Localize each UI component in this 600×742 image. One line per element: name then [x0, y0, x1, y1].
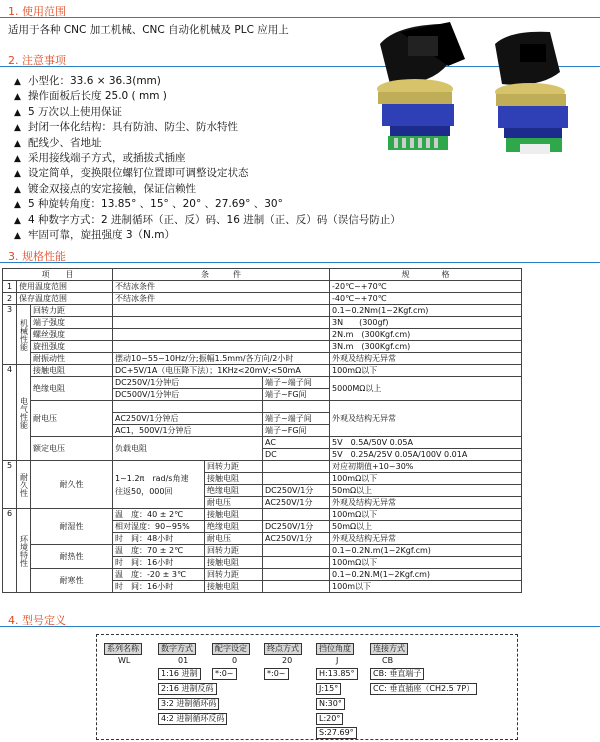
sub-condition	[263, 557, 330, 569]
row-no: 6	[3, 509, 17, 593]
row-condition-sub: 端子~FG间	[263, 389, 330, 401]
note-item	[14, 150, 186, 165]
header-spec: 规 格	[330, 269, 522, 281]
row-condition	[113, 329, 330, 341]
row-item: 端子强度	[31, 317, 113, 329]
sub-item: 耐电压	[205, 497, 263, 509]
conn-option: CC: 垂直插座（CH2.5 7P）	[370, 683, 477, 695]
table-row	[3, 281, 522, 293]
sub-condition: AC250V/1分	[263, 497, 330, 509]
table-row	[3, 305, 522, 317]
table-row	[3, 401, 522, 413]
row-condition: AC250V/1分钟后	[113, 413, 263, 425]
row-condition: 摆动10~55~10Hz/分;振幅1.5mm/各方向/2小时	[113, 353, 330, 365]
table-row	[3, 437, 522, 449]
digit-option: 1:16 进制	[158, 668, 201, 680]
row-item: 耐热性	[31, 545, 113, 569]
sub-condition: AC250V/1分	[263, 533, 330, 545]
product-photo	[370, 4, 600, 174]
row-condition: 温 度：70 ± 2℃	[113, 545, 205, 557]
note-item	[14, 88, 167, 103]
sub-condition: DC250V/1分	[263, 485, 330, 497]
row-spec: 50mΩ以上	[330, 485, 522, 497]
row-item: 耐湿性	[31, 509, 113, 545]
row-condition-sub	[263, 401, 330, 413]
row-spec: 5V 0.5A/50V 0.05A	[330, 437, 522, 449]
note-item	[14, 104, 122, 119]
sub-condition: DC250V/1分	[263, 521, 330, 533]
row-no: 2	[3, 293, 17, 305]
row-item: 接触电阻	[31, 365, 113, 377]
note-item	[14, 212, 401, 227]
triangle-bullet-icon: ▲	[14, 123, 21, 134]
note-text: 设定简单，变换限位螺钉位置即可调整设定状态	[28, 167, 249, 180]
row-condition-sub: 端子~端子间	[263, 413, 330, 425]
row-spec: 100mΩ以下	[330, 473, 522, 485]
sub-item: 接触电阻	[205, 581, 263, 593]
triangle-bullet-icon: ▲	[14, 77, 21, 87]
sub-condition	[263, 569, 330, 581]
sub-item: 耐电压	[205, 533, 263, 545]
model-val-digit: 01	[178, 656, 189, 665]
row-condition	[113, 401, 263, 413]
sub-condition	[263, 461, 330, 473]
note-item	[14, 119, 238, 134]
row-condition: AC1，500V/1分钟后	[113, 425, 263, 437]
row-spec: 0.1~0.2N.M(1~2Kgf.cm)	[330, 569, 522, 581]
sub-item: 回转力距	[205, 569, 263, 581]
section-heading-model: 4. 型号定义	[8, 614, 66, 627]
end-option: *:0~	[264, 668, 289, 680]
note-text: 5 种旋转角度：13.85° 、15° 、20° 、27.69° 、30°	[28, 198, 283, 211]
digit-option: 3:2 进制循环码	[158, 698, 219, 710]
row-condition: 时 间：16小时	[113, 557, 205, 569]
row-condition: 负载电阻	[113, 437, 263, 461]
triangle-bullet-icon: ▲	[14, 107, 21, 118]
row-condition: 相对湿度：90~95%	[113, 521, 205, 533]
note-text: 配线少、省地址	[28, 136, 102, 149]
triangle-bullet-icon: ▲	[14, 92, 21, 103]
table-row	[3, 509, 522, 521]
model-head-series: 系列名称	[104, 643, 142, 655]
table-row	[3, 329, 522, 341]
row-spec: -40℃~+70℃	[330, 293, 522, 305]
section-rule	[0, 626, 600, 627]
model-val-series: WL	[118, 656, 131, 665]
row-condition: 温 度：40 ± 2℃	[113, 509, 205, 521]
row-condition: 1~1.2π rad/s角速 往返50，000回	[113, 461, 205, 509]
row-condition: 温 度：-20 ± 3℃	[113, 569, 205, 581]
triangle-bullet-icon: ▲	[14, 215, 21, 226]
row-spec: 对应初期值+10~30%	[330, 461, 522, 473]
row-spec: 0.1~0.2Nm(1~2Kgf.cm)	[330, 305, 522, 317]
angle-option: J:15°	[316, 683, 341, 695]
category-label: 机械性能	[17, 305, 31, 365]
row-spec: 5V 0.25A/25V 0.05A/100V 0.01A	[330, 449, 522, 461]
row-condition: DC500V/1分钟后	[113, 389, 263, 401]
table-row	[3, 569, 522, 581]
row-condition-sub: DC	[263, 449, 330, 461]
note-text: 封闭一体化结构：具有防油、防尘、防水特性	[28, 121, 238, 134]
model-head-digit: 数字方式	[158, 643, 196, 655]
row-condition-sub: 端子~FG间	[263, 425, 330, 437]
row-item: 耐振动性	[31, 353, 113, 365]
row-spec: 100mΩ以下	[330, 557, 522, 569]
row-item: 额定电压	[31, 437, 113, 461]
angle-option: S:27.69°	[316, 727, 357, 739]
row-condition	[113, 317, 330, 329]
row-spec: 3N (300gf)	[330, 317, 522, 329]
table-row	[3, 293, 522, 305]
row-item: 绝缘电阻	[31, 377, 113, 401]
sub-item: 回转力距	[205, 545, 263, 557]
sub-item: 接触电阻	[205, 473, 263, 485]
angle-option: H:13.85°	[316, 668, 358, 680]
row-no: 4	[3, 365, 17, 461]
sub-item: 接触电阻	[205, 557, 263, 569]
category-label: 耐久性	[17, 461, 31, 509]
triangle-bullet-icon: ▲	[14, 154, 21, 164]
model-val-end: 20	[282, 656, 293, 665]
table-row	[3, 377, 522, 389]
note-item	[14, 227, 175, 242]
note-item	[14, 73, 161, 88]
row-no: 3	[3, 305, 17, 365]
triangle-bullet-icon: ▲	[14, 200, 21, 211]
note-text: 操作面板后长度 25.0 ( mm )	[28, 90, 167, 103]
row-condition: DC250V/1分钟后	[113, 377, 263, 389]
row-item: 螺丝强度	[31, 329, 113, 341]
note-item	[14, 181, 196, 196]
row-item: 回转力距	[31, 305, 113, 317]
preset-option: *:0~	[212, 668, 237, 680]
table-row	[3, 353, 522, 365]
row-spec: 100m以下	[330, 581, 522, 593]
row-no: 5	[3, 461, 17, 509]
model-head-preset: 配字设定	[212, 643, 250, 655]
note-text: 5 万次以上使用保证	[28, 105, 123, 118]
row-condition	[113, 305, 330, 317]
row-condition	[113, 341, 330, 353]
sub-condition	[263, 473, 330, 485]
spec-table	[2, 268, 522, 593]
sub-item: 绝缘电阻	[205, 485, 263, 497]
note-item	[14, 135, 102, 150]
digit-option: 2:16 进制反码	[158, 683, 217, 695]
note-text: 小型化：33.6 × 36.3(mm)	[28, 75, 161, 87]
table-row	[3, 461, 522, 473]
section-rule	[0, 262, 600, 263]
model-head-conn: 连接方式	[370, 643, 408, 655]
sub-condition	[263, 581, 330, 593]
category-label: 电气性能	[17, 365, 31, 461]
row-spec: 外观及结构无异常	[330, 353, 522, 365]
row-condition-sub: 端子~端子间	[263, 377, 330, 389]
table-header-row	[3, 269, 522, 281]
conn-option: CB: 垂直端子	[370, 668, 424, 680]
row-no: 1	[3, 281, 17, 293]
sub-condition	[263, 545, 330, 557]
rotary-switch-right-icon	[495, 32, 568, 154]
row-item: 旋扭强度	[31, 341, 113, 353]
triangle-bullet-icon: ▲	[14, 169, 21, 180]
table-row	[3, 317, 522, 329]
row-item: 使用温度范围	[17, 281, 113, 293]
sub-item: 绝缘电阻	[205, 521, 263, 533]
row-spec: 5000MΩ以上	[330, 377, 522, 401]
note-item	[14, 196, 283, 211]
note-text: 4 种数字方式：2 进制循环（正、反）码、16 进制（正、反）码（误信号防止）	[28, 213, 401, 226]
section-heading-notes: 2. 注意事项	[8, 54, 66, 67]
note-text: 采用接线端子方式，或插拔式插座	[28, 152, 186, 164]
row-spec: 0.1~0.2N.m(1~2Kgf.cm)	[330, 545, 522, 557]
model-head-angle: 挡位角度	[316, 643, 354, 655]
triangle-bullet-icon: ▲	[14, 231, 21, 241]
note-text: 牢固可靠，旋扭强度 3（N.m）	[28, 229, 175, 241]
row-spec: 100mΩ以下	[330, 365, 522, 377]
row-item: 耐久性	[31, 461, 113, 509]
sub-item: 回转力距	[205, 461, 263, 473]
row-condition-sub: AC	[263, 437, 330, 449]
sub-condition	[263, 509, 330, 521]
row-spec: 外观及结构无异常	[330, 401, 522, 437]
row-condition: 不结冰条件	[113, 293, 330, 305]
row-spec: 外观及结构无异常	[330, 497, 522, 509]
row-spec: 2N.m (300Kgf.cm)	[330, 329, 522, 341]
row-spec: 3N.m (300Kgf.cm)	[330, 341, 522, 353]
triangle-bullet-icon: ▲	[14, 138, 21, 149]
rotary-switch-left-icon	[377, 22, 465, 150]
model-val-conn: CB	[382, 656, 394, 665]
row-item: 耐电压	[31, 401, 113, 437]
row-spec: 外观及结构无异常	[330, 533, 522, 545]
table-row	[3, 341, 522, 353]
model-head-end: 终点方式	[264, 643, 302, 655]
header-item: 项 目	[3, 269, 113, 281]
row-spec: -20℃~+70℃	[330, 281, 522, 293]
header-condition: 条 件	[113, 269, 330, 281]
angle-option: N:30°	[316, 698, 345, 710]
row-item: 保存温度范围	[17, 293, 113, 305]
row-condition: DC+5V/1A（电压降下法）；1KHz<20mV;<50mA	[113, 365, 330, 377]
note-text: 镀金双接点的安定接触，保证信赖性	[28, 182, 196, 195]
row-spec: 100mΩ以下	[330, 509, 522, 521]
row-item: 耐寒性	[31, 569, 113, 593]
section-heading-usage: 1. 使用范围	[8, 5, 66, 18]
row-condition: 时 间：48小时	[113, 533, 205, 545]
usage-text: 适用于各种 CNC 加工机械、CNC 自动化机械及 PLC 应用上	[8, 24, 289, 36]
row-spec: 50mΩ以上	[330, 521, 522, 533]
row-condition: 时 间：16小时	[113, 581, 205, 593]
sub-item: 接触电阻	[205, 509, 263, 521]
triangle-bullet-icon: ▲	[14, 184, 21, 195]
table-row	[3, 365, 522, 377]
angle-option: L:20°	[316, 713, 343, 725]
model-val-angle: J	[336, 656, 339, 665]
note-item	[14, 165, 249, 180]
section-heading-spec: 3. 规格性能	[8, 250, 66, 263]
model-val-preset: 0	[232, 656, 238, 665]
digit-option: 4:2 进制循环反码	[158, 713, 227, 725]
table-row	[3, 545, 522, 557]
row-condition: 不结冰条件	[113, 281, 330, 293]
category-label: 环境特性	[17, 509, 31, 593]
